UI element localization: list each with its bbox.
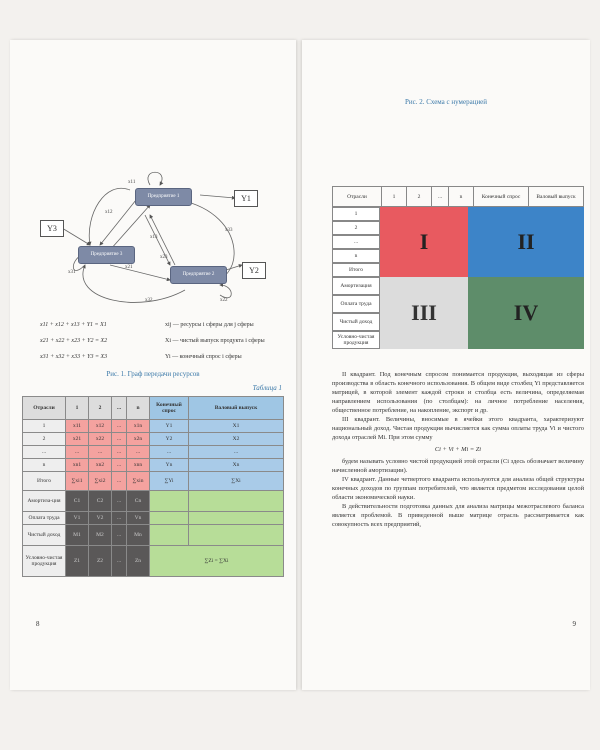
- flow-label: x21: [125, 265, 133, 270]
- table-cell: x12: [89, 420, 112, 433]
- table-cell: [189, 525, 284, 546]
- table-cell: ∑xi1: [66, 472, 89, 491]
- col-header: ...: [432, 187, 449, 207]
- table-cell: [189, 491, 284, 512]
- graph-node-2: Предприятие 2: [170, 266, 227, 284]
- col-header: 2: [407, 187, 432, 207]
- col-header: n: [127, 397, 150, 420]
- quadrant-iii: III: [380, 277, 468, 349]
- col-header: 2: [89, 397, 112, 420]
- table-cell: M1: [66, 525, 89, 546]
- row-label: Чистый доход: [332, 313, 380, 331]
- row-label: Оплата труда: [332, 295, 380, 313]
- paragraph: В действительности подготовка данных для анализа матрицы межотраслевого баланса является проблемой. В приведенной выше матрице отрасль рассматривается как совокупность всех предприятий,: [332, 503, 584, 528]
- table-cell: C2: [89, 491, 112, 512]
- table-label: Таблица 1: [252, 384, 282, 392]
- col-header: ...: [112, 397, 127, 420]
- table-cell: [150, 512, 189, 525]
- col-header: Конечный спрос: [150, 397, 189, 420]
- table-cell: Cn: [127, 491, 150, 512]
- table-cell: Y2: [150, 433, 189, 446]
- table-cell: x21: [66, 433, 89, 446]
- table-cell: Yn: [150, 459, 189, 472]
- table-cell: ...: [66, 446, 89, 459]
- flow-label: x32: [145, 298, 153, 303]
- output-y1: Y1: [234, 190, 258, 207]
- paragraph: IV квадрант. Данные четвертого квадранта используются для анализа общей структуры конечных доходов по группам потребителей, что является предметом исследования целой области экономической науки.: [332, 476, 584, 501]
- table-cell: ∑Yi: [150, 472, 189, 491]
- equation-3: x31 + x32 + x33 + Y3 = X3: [40, 354, 108, 360]
- table-cell: Z2: [89, 546, 112, 577]
- table-cell: ...: [112, 512, 127, 525]
- table-cell: xnn: [127, 459, 150, 472]
- balance-cell: ∑Zi = ∑Xi: [150, 546, 284, 577]
- row-label: Амортизация: [332, 277, 380, 295]
- graph-node-1: Предприятие 1: [135, 188, 192, 206]
- quadrant-scheme: [332, 186, 584, 360]
- table-cell: ...: [150, 446, 189, 459]
- page-number: 9: [572, 620, 576, 628]
- quadrant-i: I: [380, 207, 468, 277]
- flow-label: x22: [220, 298, 228, 303]
- table-cell: C1: [66, 491, 89, 512]
- table-cell: ∑xi2: [89, 472, 112, 491]
- table-cell: ...: [89, 446, 112, 459]
- quadrant-iv: IV: [468, 277, 584, 349]
- flow-label: x12: [105, 210, 113, 215]
- quadrant-ii: II: [468, 207, 584, 277]
- table-cell: x1n: [127, 420, 150, 433]
- formula: Ci + Vi + Mi = Zi: [434, 446, 482, 453]
- table-cell: ...: [112, 420, 127, 433]
- flow-label: x23: [160, 255, 168, 260]
- table-cell: Zn: [127, 546, 150, 577]
- row-label: 2: [332, 221, 380, 235]
- col-header: Конечный спрос: [474, 187, 529, 207]
- table-cell: Mn: [127, 525, 150, 546]
- flow-label: x31: [68, 270, 76, 275]
- right-page: [302, 40, 590, 690]
- table-cell: ...: [112, 459, 127, 472]
- row-label: Амортиза-ция: [23, 491, 66, 512]
- page-number: 8: [36, 620, 40, 628]
- scheme-header-row: [332, 186, 584, 207]
- col-header: Валовый выпуск: [189, 397, 284, 420]
- row-label: ...: [23, 446, 66, 459]
- left-page: [10, 40, 296, 690]
- table-cell: Xn: [189, 459, 284, 472]
- table-cell: ...: [189, 446, 284, 459]
- col-header: Отрасли: [333, 187, 382, 207]
- table-cell: xn2: [89, 459, 112, 472]
- table-cell: ∑xin: [127, 472, 150, 491]
- col-header: Валовый выпуск: [529, 187, 584, 207]
- col-header: 1: [66, 397, 89, 420]
- output-y3: Y3: [40, 220, 64, 237]
- table-cell: Vn: [127, 512, 150, 525]
- table-cell: V1: [66, 512, 89, 525]
- row-label: Итого: [332, 263, 380, 277]
- table-cell: V2: [89, 512, 112, 525]
- table-cell: Y1: [150, 420, 189, 433]
- col-header: 1: [382, 187, 407, 207]
- table-cell: ...: [112, 446, 127, 459]
- row-label: Итого: [23, 472, 66, 491]
- flow-label: x13: [150, 235, 158, 240]
- row-label: Условно-чистая продукция: [332, 331, 380, 349]
- legend-item: Xi — чистый выпуск продукта i сферы: [165, 338, 265, 344]
- paragraph: III квадрант. Величины, вносимые в ячейки этого квадранта, характеризуют национальный доход. Чистая продукция вычисляется как сумма оплаты труда Vi и чистого дохода отраслей Mi. При этом сумму: [332, 416, 584, 441]
- paragraph: будем называть условно чистой продукцией этой отрасли (Ci здесь обозначает величину начисленной амортизации).: [332, 458, 584, 474]
- table-cell: [150, 491, 189, 512]
- row-label: Чистый доход: [23, 525, 66, 546]
- equation-2: x21 + x22 + x23 + Y2 = X2: [40, 338, 108, 344]
- paragraph: II квадрант. Под конечным спросом понимается продукция, выходящая из сферы производства в область конечного использования. В общем виде столбец Yi представляется матрицей, в которой элемент каждой строки и столбца есть величина, определяемая направлением использования (по столбцам): на личное потребление населения, общественное потребление, на накопление, экспорт и др.: [332, 371, 584, 414]
- flow-label: x11: [128, 180, 136, 185]
- row-label: n: [23, 459, 66, 472]
- figure-2-caption: Рис. 2. Схема с нумерацией: [404, 98, 488, 106]
- legend-item: xij — ресурсы i сферы для j сферы: [165, 322, 254, 328]
- row-label: n: [332, 249, 380, 263]
- table-cell: ...: [112, 472, 127, 491]
- output-y2: Y2: [242, 262, 266, 279]
- table-cell: ...: [112, 546, 127, 577]
- equation-1: x11 + x12 + x13 + Y1 = X1: [40, 322, 107, 328]
- row-label: 1: [23, 420, 66, 433]
- table-cell: xn1: [66, 459, 89, 472]
- table-cell: ...: [127, 446, 150, 459]
- col-header: n: [449, 187, 474, 207]
- flow-label: x33: [225, 228, 233, 233]
- row-label: 1: [332, 207, 380, 221]
- graph-node-3: Предприятие 3: [78, 246, 135, 264]
- table-cell: x22: [89, 433, 112, 446]
- table-cell: ...: [112, 433, 127, 446]
- row-label: Оплата труда: [23, 512, 66, 525]
- row-label: ...: [332, 235, 380, 249]
- table-cell: x2n: [127, 433, 150, 446]
- body-text: [332, 370, 584, 529]
- table-cell: Z1: [66, 546, 89, 577]
- table-cell: ...: [112, 491, 127, 512]
- input-output-table: [22, 396, 284, 577]
- table-cell: ∑Xi: [189, 472, 284, 491]
- table-cell: X1: [189, 420, 284, 433]
- figure-1-caption: Рис. 1. Граф передачи ресурсов: [106, 370, 200, 378]
- table-cell: X2: [189, 433, 284, 446]
- table-cell: [189, 512, 284, 525]
- legend-item: Yi — конечный спрос i сферы: [165, 354, 242, 360]
- col-header: Отрасли: [23, 397, 66, 420]
- table-cell: M2: [89, 525, 112, 546]
- table-cell: ...: [112, 525, 127, 546]
- table-cell: x11: [66, 420, 89, 433]
- row-label: Условно-чистая продукция: [23, 546, 66, 577]
- row-label: 2: [23, 433, 66, 446]
- table-cell: [150, 525, 189, 546]
